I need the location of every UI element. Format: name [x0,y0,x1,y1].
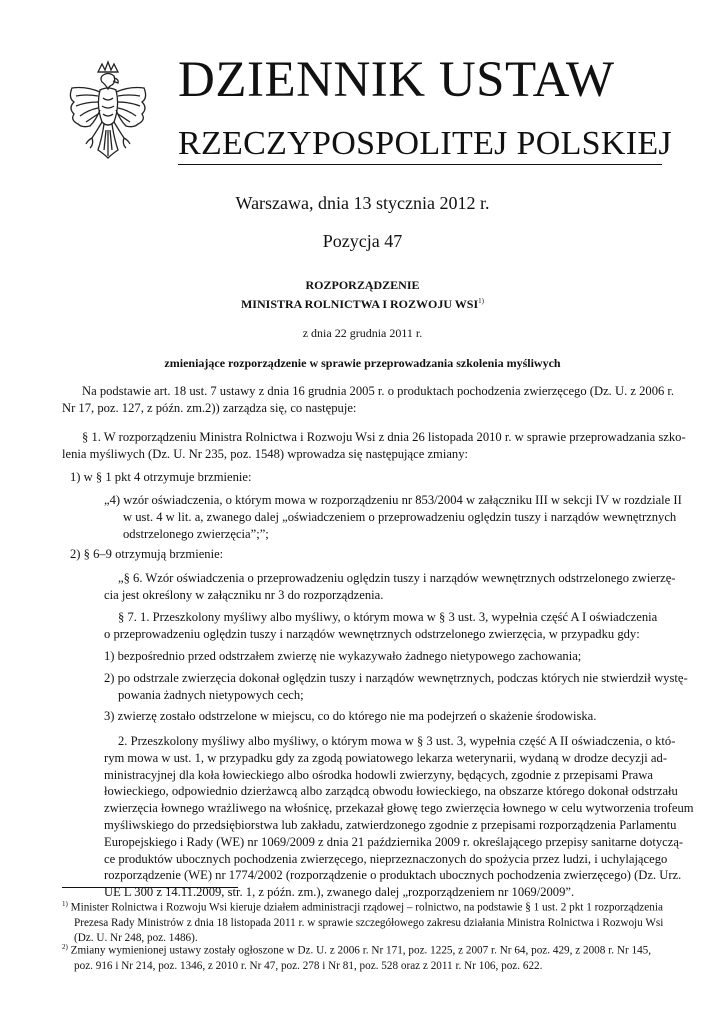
quote-line: „4) wzór oświadczenia, o którym mowa w rozporządzeniu nr 853/2004 w załączniku III w sekcji IV w rozdziale II [104,493,682,507]
section-line: 2. Przeszkolony myśliwy albo myśliwy, o którym mowa w § 3 ust. 3, wypełnia część A II oświadczenia, o któ- [118,734,676,748]
footnote-mark: 2) [62,943,68,951]
section-line: myśliwskiego do przedsiębiorstwa lub zakładu, zatwierdzonego zgodnie z przepisami rozporządzenia Parlamentu [104,817,677,832]
section-line: o przeprowadzeniu oględzin tuszy i narządów wewnętrznych odstrzelonego zwierzęcia, w przypadku gdy: [104,626,640,641]
section-line: § 7. 1. Przeszkolony myśliwy albo myśliwy, o którym mowa w § 3 ust. 3, wypełnia część A I oświadczenia [118,610,658,624]
item-line: 2) po odstrzale zwierzęcia dokonał oględzin tuszy i narządów wewnętrznych, podczas których nie stwierdził wystę- [104,671,688,685]
masthead-rule [178,164,662,165]
paragraph-line: lenia myśliwych (Dz. U. Nr 235, poz. 1548) wprowadza się następujące zmiany: [62,446,469,461]
point-line: 1) w § 1 pkt 4 otrzymuje brzmienie: [70,470,252,484]
section-line: rym mowa w ust. 1, w przypadku gdy za zgodą powiatowego lekarza weterynarii, wydaną w drodze decyzji ad- [104,750,668,765]
act-issuer [0,293,725,312]
quote-line: cia jest określony w załączniku nr 3 do rozporządzenia. [104,587,384,602]
point-line: 2) § 6–9 otrzymują brzmienie: [70,547,224,561]
preamble-line: Nr 17, poz. 127, z późn. zm.2)) zarządza się, co następuje: [62,400,357,415]
footnote-line: Prezesa Rady Ministrów z dnia 18 listopada 2011 r. w sprawie szczegółowego zakresu działania Ministra Rolnictwa i Rozwoju Wsi [74,916,664,929]
footnote-2 [62,940,662,974]
paragraph-1 [62,429,686,463]
section-line: łowieckiego, odpowiednio dzierżawcą albo zarządcą obwodu łowieckiego, na obszarze którego dokonał odstrzału [104,784,678,799]
preamble-line: Na podstawie art. 18 ust. 7 ustawy z dnia 16 grudnia 2005 r. o produktach pochodzenia zwierzęcego (Dz. U. z 2006 r. [82,384,675,398]
footnote-line [62,940,662,959]
section-line: rozporządzenie (WE) nr 1774/2002 (rozporządzenie o produktach ubocznych pochodzenia zwierzęcego) (Dz. Urz. [104,868,682,883]
point-2 [70,546,670,563]
journal-title: DZIENNIK USTAW [178,52,615,108]
footnote-ref-1: 1) [478,297,484,305]
footnote-text: Minister Rolnictwa i Rozwoju Wsi kieruje działem administracji rządowej – rolnictwo, na podstawie § 1 ust. 2 pkt 1 rozporządzenia [70,901,663,914]
footnote-mark: 1) [62,900,68,908]
section-7-1 [104,609,662,643]
footnote-line: poz. 916 i Nr 214, poz. 1346, z 2010 r. Nr 47, poz. 278 i Nr 81, poz. 528 oraz z 2011 r. Nr 106, poz. 622. [74,959,543,972]
issue-date: Warszawa, dnia 13 stycznia 2012 r. [235,193,490,213]
quote-2 [104,570,676,604]
section-line: Europejskiego i Rady (WE) nr 1069/2009 z dnia 21 października 2009 r. określającego przepisy sanitarne dotyczą- [104,834,684,849]
point-1 [70,469,670,486]
footnote-1 [62,897,662,946]
footnote-line: (Dz. U. Nr 248, poz. 1486). [74,931,198,944]
position-number: Pozycja 47 [322,231,403,251]
item-2 [104,670,688,704]
white-eagle-emblem-icon [58,58,158,168]
quote-line: w ust. 4 w lit. a, zwanego dalej „oświadczeniem o przeprowadzeniu oględzin tuszy i narządów wewnętrznych [123,509,677,524]
item-line: 3) zwierzę zostało odstrzelone w miejscu, co do którego nie ma podejrzeń o skażenie środowiska. [104,709,597,723]
quote-line: odstrzelonego zwierzęcia”;”; [123,526,269,541]
section-line: ce produktów ubocznych pochodzenia zwierzęcego, nieprzeznaczonych do spożycia przez ludzi, i uchylającego [104,851,668,866]
quote-line: „§ 6. Wzór oświadczenia o przeprowadzeniu oględzin tuszy i narządów wewnętrznych odstrzelonego zwierzę- [118,571,676,585]
footnote-line [62,897,662,916]
quote-1 [104,492,682,542]
act-subject: zmieniające rozporządzenie w sprawie przeprowadzania szkolenia myśliwych [164,356,561,370]
footnote-divider [62,887,238,888]
section-line: UE L 300 z 14.11.2009, str. 1, z późn. zm.), zwanego dalej „rozporządzeniem nr 1069/2009”. [104,885,575,900]
section-line: ministracyjnej dla koła łowieckiego albo ośrodka hodowli zwierzyny, będących, zgodnie z przepisami Prawa [104,767,653,782]
journal-subtitle: RZECZYPOSPOLITEJ POLSKIEJ [178,125,672,162]
paragraph-line: § 1. W rozporządzeniu Ministra Rolnictwa i Rozwoju Wsi z dnia 26 listopada 2010 r. w sprawie przeprowadzania szko- [82,430,686,444]
footnote-text: Zmiany wymienionej ustawy zostały ogłoszone w Dz. U. z 2006 r. Nr 171, poz. 1225, z 2007 r. Nr 64, poz. 429, z 2008 r. Nr 145, [70,944,652,957]
act-date: z dnia 22 grudnia 2011 r. [302,326,423,340]
item-1 [104,648,662,665]
item-3 [104,708,662,725]
act-issuer-text: MINISTRA ROLNICTWA I ROZWOJU WSI [240,297,479,311]
item-line: 1) bezpośrednio przed odstrzałem zwierzę nie wykazywało żadnego nietypowego zachowania; [104,649,582,663]
act-type: ROZPORZĄDZENIE [305,278,420,292]
preamble [62,383,675,417]
item-line: powania żadnych nietypowych cech; [118,687,304,702]
section-line: zwierzęcia łownego wrażliwego na włośnicę, przekazał głowę tego zwierzęcia łownego w celu wytworzenia trofeum [104,801,694,816]
section-7-2 [104,733,694,901]
